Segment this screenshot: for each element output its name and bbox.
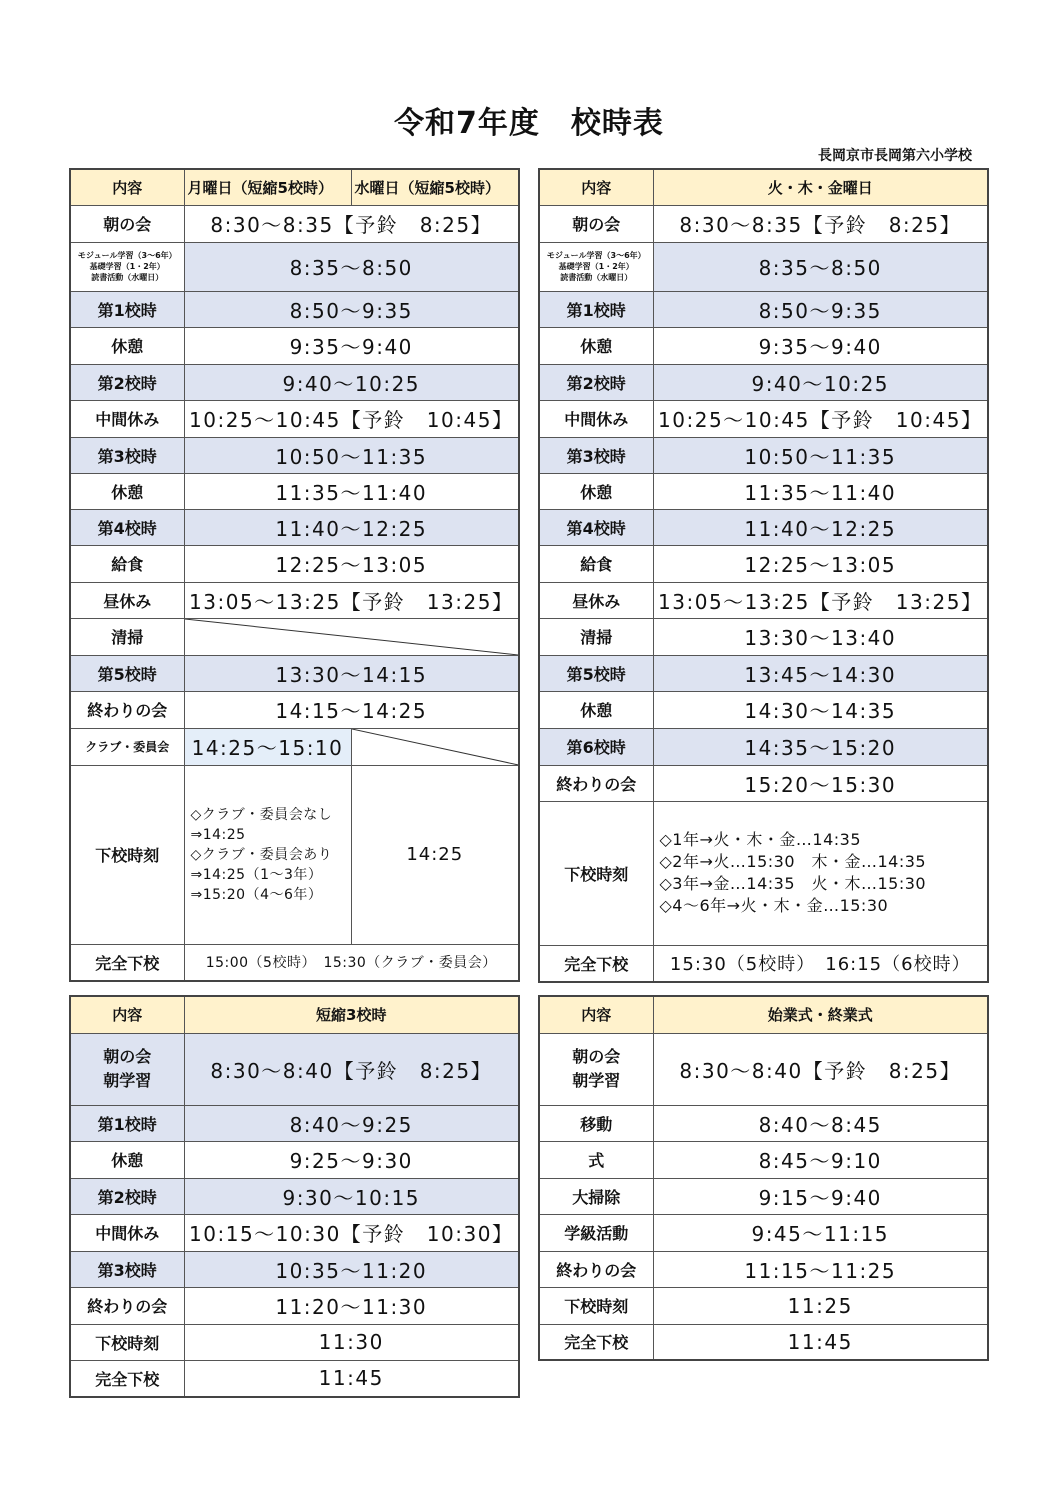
label-line: モジュール学習（3〜6年） <box>546 251 646 260</box>
row-label: 終わりの会 <box>70 1287 184 1324</box>
header-monday: 月曜日（短縮5校時） <box>184 169 351 205</box>
row-label-complete: 完全下校 <box>539 945 653 982</box>
row-time: 8:30〜8:40【予鈴 8:25】 <box>653 1033 988 1105</box>
row-label: 第1校時 <box>70 1105 184 1141</box>
label-line: モジュール学習（3〜6年） <box>77 251 177 260</box>
row-label: 休憩 <box>70 327 184 364</box>
note-line: ◇4〜6年→火・木・金…15:30 <box>659 896 889 915</box>
row-label: 昼休み <box>539 582 653 618</box>
row-label: 第3校時 <box>70 1251 184 1287</box>
row-time: 11:45 <box>653 1324 988 1360</box>
row-label: 第2校時 <box>70 364 184 400</box>
row-time: 11:15〜11:25 <box>653 1251 988 1287</box>
row-label: 下校時刻 <box>70 1324 184 1360</box>
label-line: 朝の会 <box>572 1047 621 1066</box>
row-label: 第2校時 <box>70 1178 184 1214</box>
row-time: 11:20〜11:30 <box>184 1287 519 1324</box>
row-label: 第1校時 <box>539 291 653 327</box>
row-time: 14:30〜14:35 <box>653 691 988 728</box>
row-time: 9:35〜9:40 <box>653 327 988 364</box>
row-time: 13:05〜13:25【予鈴 13:25】 <box>653 582 988 618</box>
row-time: 9:45〜11:15 <box>653 1214 988 1251</box>
note-line: ⇒14:25（1〜3年） <box>190 866 323 883</box>
row-label-module <box>539 242 653 291</box>
row-time: 9:35〜9:40 <box>184 327 519 364</box>
row-time: 9:15〜9:40 <box>653 1178 988 1214</box>
row-time: 10:50〜11:35 <box>653 437 988 473</box>
header-content: 内容 <box>70 996 184 1033</box>
row-label: 朝の会 <box>539 205 653 242</box>
row-time: 8:50〜9:35 <box>184 291 519 327</box>
label-line: 読書活動（水曜日） <box>560 273 633 282</box>
row-label: 給食 <box>70 545 184 582</box>
row-label-dismissal: 下校時刻 <box>70 765 184 944</box>
header-content: 内容 <box>539 169 653 205</box>
row-time: 10:35〜11:20 <box>184 1251 519 1287</box>
row-time: 11:40〜12:25 <box>653 509 988 545</box>
row-time: 9:40〜10:25 <box>653 364 988 400</box>
schedule-table-mon-wed <box>69 168 520 982</box>
row-time: 10:25〜10:45【予鈴 10:45】 <box>184 400 519 437</box>
dismissal-notes <box>653 801 988 945</box>
schedule-table-short-3 <box>69 995 520 1398</box>
header-short-3: 短縮3校時 <box>184 996 519 1033</box>
row-time: 9:25〜9:30 <box>184 1141 519 1178</box>
diagonal-slash <box>185 619 519 655</box>
page-title: 令和7年度 校時表 <box>394 106 664 141</box>
row-label: 移動 <box>539 1105 653 1141</box>
row-time: 11:45 <box>184 1360 519 1397</box>
row-time: 8:30〜8:40【予鈴 8:25】 <box>184 1033 519 1105</box>
row-label: 終わりの会 <box>539 1251 653 1287</box>
row-label: 清掃 <box>70 618 184 655</box>
label-line: 読書活動（水曜日） <box>91 273 164 282</box>
row-time: 8:35〜8:50 <box>653 242 988 291</box>
row-label: 大掃除 <box>539 1178 653 1214</box>
row-label: 休憩 <box>70 473 184 509</box>
row-time: 8:45〜9:10 <box>653 1141 988 1178</box>
row-label: 休憩 <box>70 1141 184 1178</box>
row-label: 休憩 <box>539 691 653 728</box>
row-label: 第5校時 <box>70 655 184 691</box>
row-label: 第3校時 <box>70 437 184 473</box>
header-content: 内容 <box>539 996 653 1033</box>
club-not-applicable-cell <box>351 728 519 765</box>
row-label: 第4校時 <box>70 509 184 545</box>
label-line: 朝の会 <box>103 1047 152 1066</box>
label-line: 基礎学習（1・2年） <box>558 262 634 271</box>
note-line: ⇒15:20（4〜6年） <box>190 886 323 903</box>
row-label-morning <box>70 1033 184 1105</box>
complete-dismissal-time: 15:30（5校時） 16:15（6校時） <box>653 945 988 982</box>
row-label: 昼休み <box>70 582 184 618</box>
row-time: 8:30〜8:35【予鈴 8:25】 <box>653 205 988 242</box>
row-label: 清掃 <box>539 618 653 655</box>
row-label: 第1校時 <box>70 291 184 327</box>
cleaning-not-applicable-cell <box>184 618 519 655</box>
note-line: ◇クラブ・委員会あり <box>190 846 333 863</box>
row-label: 学級活動 <box>539 1214 653 1251</box>
row-time: 14:35〜15:20 <box>653 728 988 765</box>
row-time: 11:25 <box>653 1287 988 1324</box>
row-label: 完全下校 <box>70 1360 184 1397</box>
school-name: 長岡京市長岡第六小学校 <box>818 148 972 164</box>
row-time: 8:30〜8:35【予鈴 8:25】 <box>184 205 519 242</box>
row-label-complete: 完全下校 <box>70 944 184 981</box>
row-time: 10:50〜11:35 <box>184 437 519 473</box>
row-label-morning <box>539 1033 653 1105</box>
row-time: 8:35〜8:50 <box>184 242 519 291</box>
row-time: 13:05〜13:25【予鈴 13:25】 <box>184 582 519 618</box>
row-time: 8:50〜9:35 <box>653 291 988 327</box>
dismissal-time-wednesday: 14:25 <box>351 765 519 944</box>
row-time: 13:30〜13:40 <box>653 618 988 655</box>
header-tue-thu-fri: 火・木・金曜日 <box>653 169 988 205</box>
label-line: 基礎学習（1・2年） <box>89 262 165 271</box>
row-time: 12:25〜13:05 <box>653 545 988 582</box>
row-time-monday: 14:25〜15:10 <box>184 728 351 765</box>
row-label: 第6校時 <box>539 728 653 765</box>
row-time: 9:30〜10:15 <box>184 1178 519 1214</box>
schedule-table-ceremony <box>538 995 989 1361</box>
dismissal-notes-monday <box>184 765 351 944</box>
row-time: 13:45〜14:30 <box>653 655 988 691</box>
note-line: ◇2年→火…15:30 木・金…14:35 <box>659 852 927 871</box>
label-line: 朝学習 <box>103 1071 152 1090</box>
row-label: 完全下校 <box>539 1324 653 1360</box>
row-label: 第2校時 <box>539 364 653 400</box>
row-label: 終わりの会 <box>539 765 653 801</box>
row-time: 11:35〜11:40 <box>653 473 988 509</box>
label-line: 朝学習 <box>572 1071 621 1090</box>
header-ceremony: 始業式・終業式 <box>653 996 988 1033</box>
row-time: 15:20〜15:30 <box>653 765 988 801</box>
row-time: 11:30 <box>184 1324 519 1360</box>
row-time: 11:40〜12:25 <box>184 509 519 545</box>
row-label: 下校時刻 <box>539 1287 653 1324</box>
diagonal-slash <box>352 729 519 765</box>
schedule-table-tue-thu-fri <box>538 168 989 983</box>
row-label: 中間休み <box>70 400 184 437</box>
note-line: ◇3年→金…14:35 火・木…15:30 <box>659 874 927 893</box>
row-label: 朝の会 <box>70 205 184 242</box>
row-label: 給食 <box>539 545 653 582</box>
note-line: ◇1年→火・木・金…14:35 <box>659 830 862 849</box>
row-label: 中間休み <box>539 400 653 437</box>
row-time: 14:15〜14:25 <box>184 691 519 728</box>
row-label: 第3校時 <box>539 437 653 473</box>
row-label: 第4校時 <box>539 509 653 545</box>
row-time: 10:25〜10:45【予鈴 10:45】 <box>653 400 988 437</box>
row-time: 11:35〜11:40 <box>184 473 519 509</box>
row-label: 休憩 <box>539 327 653 364</box>
header-wednesday: 水曜日（短縮5校時） <box>351 169 519 205</box>
row-label: 式 <box>539 1141 653 1178</box>
note-line: ⇒14:25 <box>190 826 246 843</box>
row-label: クラブ・委員会 <box>70 728 184 765</box>
row-label: 終わりの会 <box>70 691 184 728</box>
row-label: 中間休み <box>70 1214 184 1251</box>
row-label-dismissal: 下校時刻 <box>539 801 653 945</box>
row-label: 休憩 <box>539 473 653 509</box>
row-time: 9:40〜10:25 <box>184 364 519 400</box>
row-time: 10:15〜10:30【予鈴 10:30】 <box>184 1214 519 1251</box>
complete-dismissal-time: 15:00（5校時） 15:30（クラブ・委員会） <box>184 944 519 981</box>
row-time: 8:40〜9:25 <box>184 1105 519 1141</box>
row-time: 13:30〜14:15 <box>184 655 519 691</box>
note-line: ◇クラブ・委員会なし <box>190 806 333 823</box>
row-time: 8:40〜8:45 <box>653 1105 988 1141</box>
row-label: 第5校時 <box>539 655 653 691</box>
row-time: 12:25〜13:05 <box>184 545 519 582</box>
row-label-module <box>70 242 184 291</box>
header-content: 内容 <box>70 169 184 205</box>
